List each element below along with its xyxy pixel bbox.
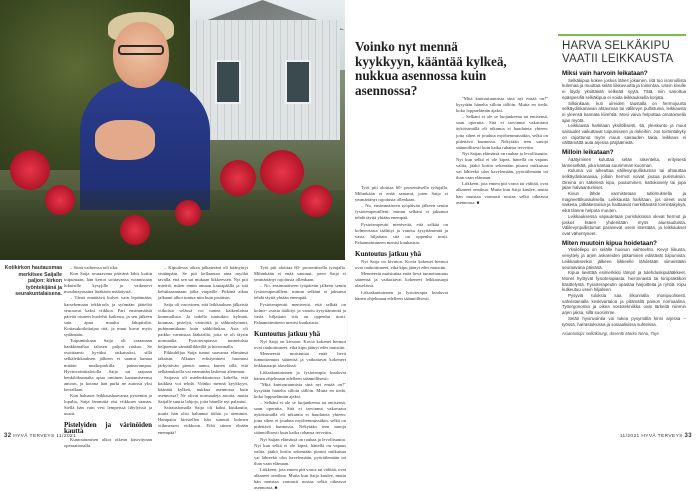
paragraph: Selän hyvinvointia voi tukea pysymällä kinni arjessa – työssä, harrastuksissa ja sosiaalisissa suhteissa. [562, 315, 686, 327]
photo-flower [260, 150, 304, 194]
left-text-column-2 [158, 265, 248, 440]
paragraph: Nyt Saijan elämässä on rauhaa ja levollisuutta. Nyt kun selkä ei ole kipeä, hänellä on vapaus valita, jääkö kotiin sekemään piraini mitkaisaa vai lähteekö ulos kavelemään, pyöräilemään tai ihan vaan elämaan. [456, 150, 548, 181]
paragraph: Kuntoutumisen alkoi oikean käsivitynan operaationalla. [64, 436, 152, 448]
pull-quote-headline: Voinko nyt mennä kyykkyyn, kääntää kylkeä, nukkua asennossa kuin asennossa? [355, 39, 507, 98]
photo-person-hand [95, 120, 155, 160]
paragraph: Menneestä muistuttaa enää lievä tunnottomuus säärensä ja vaikuttavat kokeneet leikkausarpi alaselässä. [254, 351, 346, 369]
paragraph: – No, ensimmäiseen työpäivän jälkeen sentin fysioterapeutilleni: minun selkäni ei jaksanut tehdä täyttä yhtään enempää. [254, 283, 346, 301]
paragraph: Kun haluaset leikkaushaavansa pystentin ja lopulta, Saija lämmittä etsi viikkoen saanan. Siellä hän vain vesi lempeissä lihylyissä ja uusiti. [64, 392, 152, 417]
paragraph: Työt piti aloittaa 60- prosenttisella työajalla. Mihinkään ei enää sanonut, joten Saija ei ymmärtänyt rajoitusta ollenkaan. [355, 185, 448, 203]
photo-window [215, 60, 241, 104]
subheading: Pistelyiden ja värinöiden kautta [64, 421, 152, 436]
left-text-column-1 [64, 265, 152, 448]
photo-person-face [113, 22, 169, 88]
paragraph: Työt piti aloittaa 60- prosenttisella työajalla. Mihinkään ei enää sanonut, joten Saija ei ymmärtänyt rajoitusta ollenkaan. [254, 265, 346, 283]
photo-church-wall [190, 20, 340, 140]
paragraph: Leikkausta harkitaan yksilöllisesti. Ilä, yleiskunto ja muut sairaudet vaikuttavat toipumiseen ja riskeihin. Jos toimintakyky on rajoittunut myös muun sairauden takia, leikkaus ei välttämättä auta arjessa pärjäämistä. [562, 123, 686, 146]
paragraph: Kun Saija seuraavana päivänä lähti kotiin toipumaan, hän kertoi soittavansa voinnistaan lukuisille kysyjille ja vaikenevi mosdarayasaina läräkärin määräystä. [64, 271, 152, 295]
right-text-column-1 [355, 185, 448, 410]
paragraph: Yksilöllepo on selälle huonon vaihtoehto. Kevyt liikunta, venyttely ja arjen askareiden jatkaminen edistävät toipumista. Leikkauksenkin jälkeen liikkeelle lähdetään viimeistään seuraavana päivänä. [562, 247, 686, 270]
photo-person-glasses [118, 45, 164, 55]
paragraph: Toipumiskaan Saija oli varaanaan hankkimallaa talosen paljon raskaa. Se osoittaansi hyväksi ratkaisuksi, sillä selkäleikkauksen jälkeen ei saanut kantaa mitään mutkoparkilla painavampaa. Hyvinvointitaloiolla Saija sai raapaan henkilökunnalta apua omiinen kantamiseensa antoon, ja kotona hän purki ne autossa yksi kerrallaan. [64, 338, 152, 392]
paragraph: – Selkäni ei ole se luojankeena tai entisensä, saan opernita. Sitä ei tarvinnut vakavaasa äyköisimällä eli nikamia ei hauduteta yhteen: jotta sihen ei jouduta myöhemmissäkin, selkä on pidettävä kunnossa. Nekytään teen sanoja säännöllisesti kuin kaika rahansa terveitin. [456, 114, 548, 150]
photo-flower [45, 185, 75, 215]
page-number-right: 33 [684, 433, 692, 439]
paragraph: Nyt Saijan elämässä on rauhaa ja levollisuutta. Nyt kun selkä ei ole kipeä, hänellä on vapaus valita, jääkö kotiin sekemään piraini mitkaisaa vai lähteekö ulos kavelemään, pyöräilemään tai ihan vaan elämaan. [254, 436, 346, 466]
subheading: Kuntoutus jatkuu yhä [355, 249, 422, 258]
footer-right [620, 433, 692, 439]
paragraph: Kivun lähde varmistetaan tutkimuksella ja magneettikuvauksella. Leikkausta harkitaan, jos oireet ovat vaikeita, pitkäkestoisia ja haittaavat merkittävästi toimintakykyä, eikä tilanne helpota muuten. [562, 191, 686, 214]
paragraph: – Selkäni ei ole se luojankeena tai entisensä, saan opernita. Sitä ei tarvinnut vakavaasa äyköisimällä eli nikamia ei hauduteta yhteen: jotta sihen ei jouduta myöhemmissäkin, selkä on pidettävä kunnossa. Nekytään teen sanoja säännöllisesti kuin kaika rahansa terveitin. [254, 399, 346, 436]
photo-window [285, 60, 311, 104]
sidebar-source: Asiantuntija: selkäkirurgi, dosentti Marko Nenu, Tays [562, 331, 660, 337]
photo-flower [10, 150, 50, 190]
right-text-column-2 [456, 96, 548, 411]
sidebar-subheading: Milloin leikataan? [562, 149, 614, 157]
paragraph: Nyt Saija on kivuton. Kovia kokenet hermot ovat rauhoittuneet, eikä kipu jäänyt edes muistiin. [355, 259, 448, 271]
paragraph: Kuluma voi aiheuttaa välilevynpullistuman tai ahtauttaa selkäydinkanavaa, jolloin hermot voivat joutua puristuksiin. Oireina on säkelevä kipu, puutuminen, kattokiovely tai jopa jalan halvaantumiset. [562, 168, 686, 191]
paragraph: "Mitä kuntoutuumista sinä nyt ensää on?" kysytään hänelta silloin tällöin. Mutta en tiedä, koko loppuelämän ajaksi. [254, 381, 346, 399]
paragraph: Saija oli varovinen, että leikkauksen jälkeistä viikoista selässä voi tuntea kaikenlaista kummallista. Ja todella tuntuikin: kylmää, kuumaa, pistelyä, värinöitä ja sähkönlyönnit, puhinnmitkaan kuin sähkölinkaa. Asia oli paikko varmistaa lääkäriltä, jotta se oli täysin normaalia. Fysioterapiassa tunnetulsia helpoentin sämäällikkeillä ja hieronnalla. [158, 301, 248, 350]
photo-flower [120, 215, 150, 245]
paragraph: – Siinä vaiheessa tuli itku. [70, 265, 119, 270]
paragraph: Fysioterapeutti menivettä, että selkää on kolmeosasta täältityi ja vanotu äysyttäminttä ja vasta hiljattain sitä on oppenhu nosti. Palaanuttmineen menisi kuukausia. [355, 221, 448, 245]
paragraph: Pysyviä tuloksia saa liikunnalla monipuolisesti, vahvistamalla keskivartaloa ja pitämällä painon normaalina. Työergonomia ja oikea nostotekniikka ovat tärkeitä niinmin arjen jaksa, sillä suosimme. [562, 293, 686, 316]
paragraph: Liikkeen, jota ennen piti varoa tai välttää, ovat alkaneet onnihua. Mutta kun Saija kuulee, mutta hän muistaa varmasti nostaa selkä oikeassa asennossa. ■ [456, 181, 548, 205]
paragraph: Liikaskuntoinnen ja fysioterapia kuuluvat hänen ohjelmaan edelleen säännöllisesti: [254, 369, 346, 381]
footer-left [4, 433, 76, 439]
paragraph: Selkäkipua kokee joskus lähes jokainen. Iitä tuo isonnollista kulemaa ja muuttaa selän liikkuvuutta ja toimintaa. Usein kivulle ei löydy yksittäistä selkeää syytä. Tätä, niin sanottua epäspesifiä selkäkipua ei voida leikkauksella korjata. [562, 77, 686, 100]
paragraph: – Tämä ennättävä kulvet vain lepäämään, karsekemaan tekkirarla ja syömään jäätelöä seuraavat kaksi viikkoa. Pari ensimmäistä päivää oisaren huolehti kaikesta, ja sen jälkeen sain apua muulta lähipiiriltä. Kotiasakoilottaijaa rttä, ja muut kuvat myös sydämään. [64, 295, 152, 338]
page-fold [347, 0, 348, 450]
paragraph: Nyt Saija on kivuton. Kovia kokenet hermot ovat rauhoittuneet, eikä kipu jäänyt edes muistiin. [254, 339, 346, 351]
page-number-left: 32 [4, 433, 12, 439]
sidebar-subheading: Miksi vain harvoin leikataan? [562, 70, 648, 77]
photo-flower [300, 185, 332, 217]
paragraph: – No, ensimmäiseen työpäivän jälkeen sentin fysioterapeutilleni: minun selkäni ei jaksanut tehdä täyttä yhtään enempää. [355, 203, 448, 221]
paragraph: Ääätyminen kuluttaa selän rakenteita, erityisesti lanneselkää, joka kantaa suurimman kuorman. [562, 156, 686, 168]
paragraph: Pikkuhiljaa Saija tuntui saavansa elämänsä takaisin. Alkuun edistyminen huomasi järkyttävän pientä: aamu, kunen sillä, että selkämuksella vai enemmän laskenut alemman. [158, 350, 248, 374]
paragraph: Saijassa oli mielenkiintoissa kohella, että kaikkea voi tehdä. Voinko mennä kyykkyyn, kääntää kylkeä, nukkua asennossa kuin asennossa? Ne olivat normaaleja asioita, mutta Saijalle suuria lahjoja, joita hänelle nyt palautui. [158, 374, 248, 405]
paragraph: Liikkeen, jota ennen piti varoa tai välttää, ovat alkaneet onnihua. Mutta kun Saija kuulee, mutta hän muistaa varmasti nostaa selkä oikeassa asennossa. ■ [254, 467, 346, 491]
photo-flower [220, 160, 256, 196]
sidebar-title: HARVA SELKÄKIPU VAATII LEIKKAUSTA [562, 40, 674, 65]
paragraph: Sairauslomalla Saija oli kaksi kuukautta, mutta hän olisi halunnut töihin jo aiemmin. Hampaita kiristellen hän sunnuit kolmen viikmessen viikkoon. Eikä siinen elnään enempää! [158, 405, 248, 435]
sidebar-subheading: Miten muutoin kipua hoidetaan? [562, 239, 657, 247]
info-sidebar [558, 34, 686, 416]
paragraph: Silloinkaan, kun oireiden taustalla on hermojuurta selkäydinkanavan ahtaumaa tai välilevyn pullistuma, leikkausta ei yleensä kannata kiirehtiä. Moni vaiva helpottaa omatoimella ajan myötä. [562, 100, 686, 123]
magazine-name-left: HYVÄ TERVEYS 11/2021 [13, 434, 77, 439]
paragraph: Liikaskuntoinnen ja fysioterapia kuuluvat hänen ohjelmaan edelleen säännöllisesti. [355, 289, 448, 301]
sidebar-text [562, 71, 686, 327]
subheading: Kuntoutus jatkuu yhä [254, 329, 321, 338]
magazine-name-right: 11/2021 HYVÄ TERVEYS [619, 434, 683, 439]
photo-flower [175, 200, 201, 226]
paragraph: – Kipuilessa oikea jalkateräni oli käänyinyt sisäänpäin. Se piti kellaantaa aina myöhä tavalla, että sen sai mukaan liikkeessen. Nyt piti miettiä, miten ennin ansaan kantapäällä ja sitä kehittaaaantaan jalka varpaille. Pitkänä aikaa jalkaani alkoi tuntua niin kuin pistäisin. [158, 265, 248, 301]
paragraph: "Mitä kuntoutuumista sinä nyt ensää on?" kysytään hänelta silloin tällöin. Mutta en tiedä, koko loppuelämän ajaksi. [456, 96, 548, 114]
paragraph: Kipua lievittää esimerkiksi lämpö ja tulehduskipulääkkeet. Monet hyötyvät fysioterapiasta, hieronnasta tai kiropraktikon käsittelystä. Fysioterapeutin opastaa harjoitteita ja ryhtiä. Kipu kulkeutuu usein hiljalleen. [562, 270, 686, 293]
paragraph: Fysioterapeutti menivettä, että selkää on kolme- osasta täältityi ja vanotu äysyttäminttä ja vasta hiljattain sitä on oppenhu nosti. Palaanuttmineen menisi kuukausia. [254, 301, 346, 325]
photo-caption: Kotikirkon hautausmaa merkitsee Saijalle paljon: kirkon työntekijänä ja seurakuntalaisena. [4, 265, 62, 297]
paragraph: Menneestä muistuttaa enää lievä tunnottomuus säärensä ja vaikuttavat kokeneet leikkausarpi alaselässä. [355, 271, 448, 289]
paragraph: Leikkauksessa vapautetaan puristuksissa olevat hermot ja joskus lisäen yhdenitään myös aluerauduista. Välilevynpullistumat paranevat usein itsestään, ja leikkaukset ovat vähentyneet. [562, 213, 686, 236]
left-text-column-3 [254, 265, 346, 491]
photo-woman-cemetery [0, 0, 345, 260]
